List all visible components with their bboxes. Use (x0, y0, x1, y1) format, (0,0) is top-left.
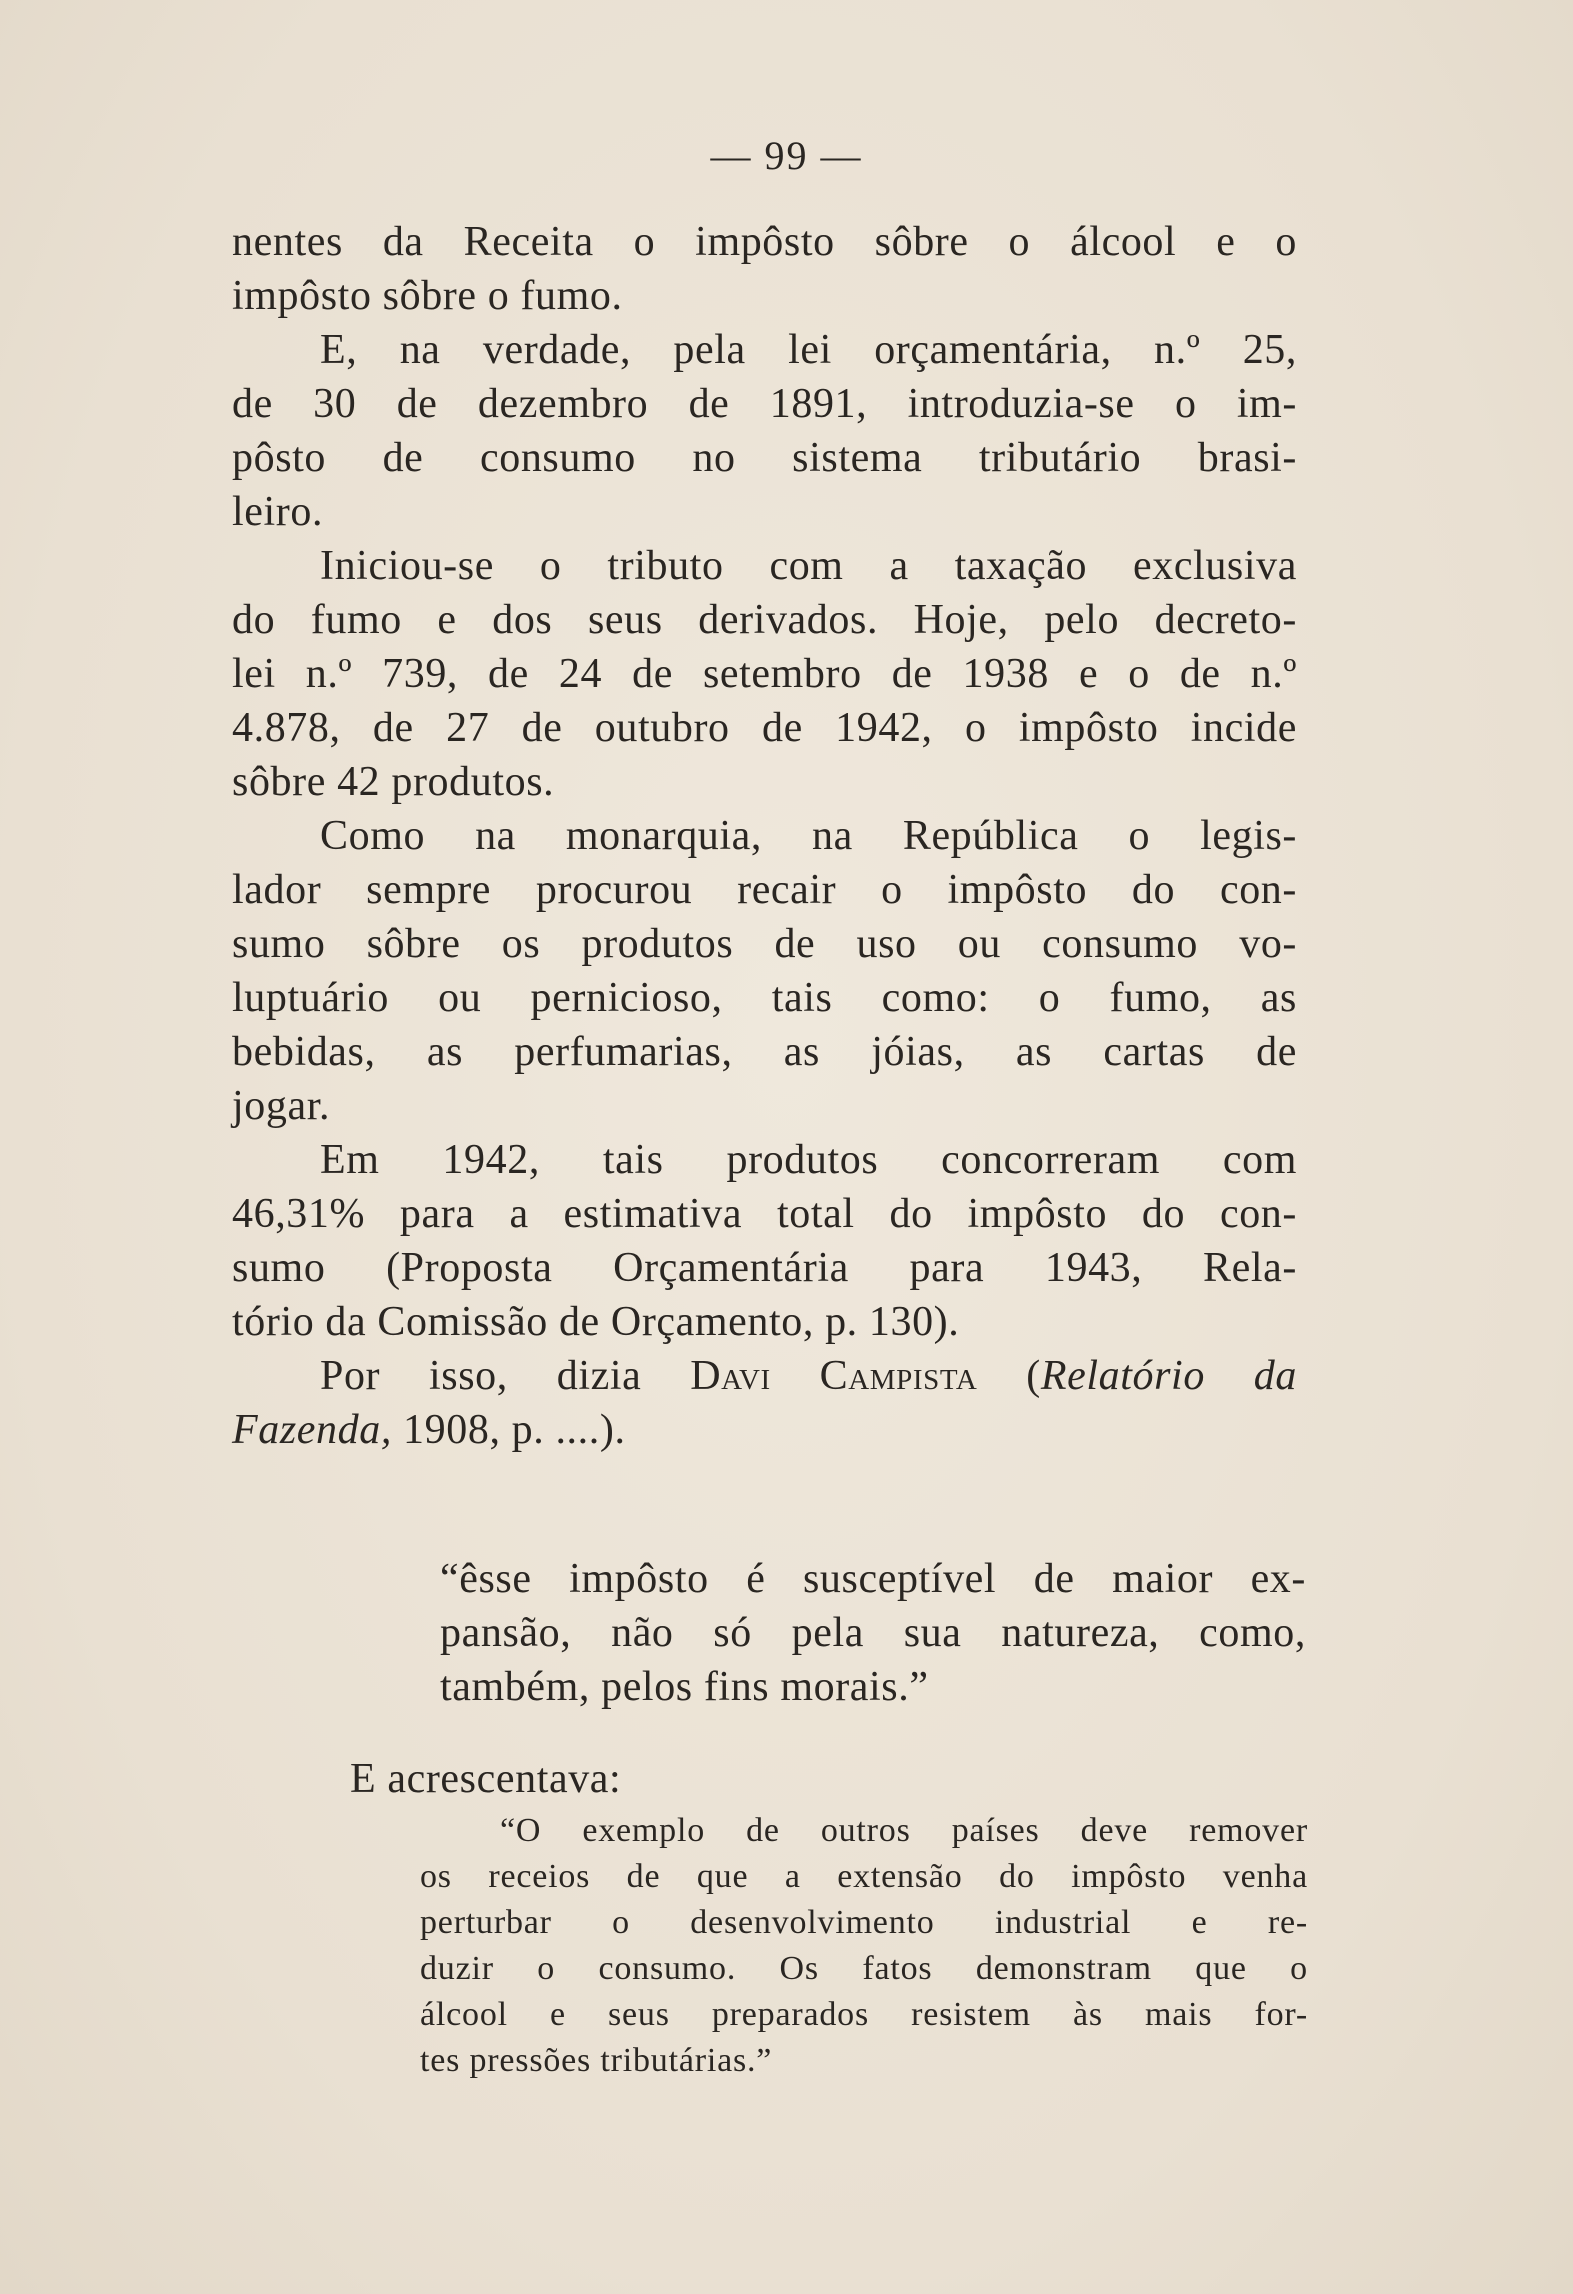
text-line: 46,31% para a estimativa total do impôsto do con- (232, 1191, 1297, 1237)
text-line: pôsto de consumo no sistema tributário brasi- (232, 435, 1297, 481)
text-line: do fumo e dos seus derivados. Hoje, pelo decreto- (232, 597, 1297, 643)
text-line: de 30 de dezembro de 1891, introduzia-se o im- (232, 381, 1297, 427)
text-line: impôsto sôbre o fumo. (232, 273, 623, 319)
acrescentava-line: E acrescentava: (350, 1756, 622, 1802)
text-line: sumo sôbre os produtos de uso ou consumo vo- (232, 921, 1297, 967)
text-line: luptuário ou pernicioso, tais como: o fumo, as (232, 975, 1297, 1021)
text-line: bebidas, as perfumarias, as jóias, as cartas de (232, 1029, 1297, 1075)
text-line: nentes da Receita o impôsto sôbre o álcool e o (232, 219, 1297, 265)
text-line: Em 1942, tais produtos concorreram com (320, 1137, 1297, 1183)
main-text (232, 215, 1297, 1457)
quotation-1 (440, 1552, 1306, 1714)
quote-line: os receios de que a extensão do impôsto venha (420, 1858, 1308, 1895)
quote-line: “êsse impôsto é susceptível de maior ex- (440, 1556, 1306, 1602)
text-line: 4.878, de 27 de outubro de 1942, o impôsto incide (232, 705, 1297, 751)
quote-line: duzir o consumo. Os fatos demonstram que o (420, 1950, 1308, 1987)
quote-line: também, pelos fins morais.” (440, 1664, 929, 1710)
quote-line: tes pressões tributárias.” (420, 2042, 773, 2079)
citation-paren: ( (977, 1353, 1041, 1399)
text-line: sôbre 42 produtos. (232, 759, 555, 805)
quote-line: álcool e seus preparados resistem às mais for- (420, 1996, 1308, 2033)
work-title-part1: Relatório da (1040, 1353, 1297, 1399)
text-line: leiro. (232, 489, 324, 535)
text-line: sumo (Proposta Orçamentária para 1943, Rela- (232, 1245, 1297, 1291)
work-title-part2: Fazenda, (232, 1407, 392, 1453)
text-line: E, na verdade, pela lei orçamentária, n.º 25, (320, 327, 1297, 373)
text-line: jogar. (232, 1083, 331, 1129)
quote-line: perturbar o desenvolvimento industrial e re- (420, 1904, 1308, 1941)
quotation-2 (420, 1808, 1308, 2084)
citation-rest: 1908, p. ....). (391, 1407, 626, 1453)
text-line: tório da Comissão de Orçamento, p. 130). (232, 1299, 960, 1345)
text-line: lei n.º 739, de 24 de setembro de 1938 e o de n.º (232, 651, 1297, 697)
text-line: lador sempre procurou recair o impôsto do con- (232, 867, 1297, 913)
page-number: — 99 — (710, 133, 863, 178)
quote-line: pansão, não só pela sua natureza, como, (440, 1610, 1306, 1656)
text-line: Como na monarquia, na República o legis- (320, 813, 1297, 859)
citation-prefix: Por isso, dizia (320, 1353, 691, 1399)
text-line: Iniciou-se o tributo com a taxação exclusiva (320, 543, 1297, 589)
citation-line-2 (232, 1403, 1297, 1457)
citation-line (232, 1349, 1297, 1403)
author-name: Davi Campista (690, 1353, 978, 1399)
quote-line: “O exemplo de outros países deve remover (500, 1812, 1308, 1849)
